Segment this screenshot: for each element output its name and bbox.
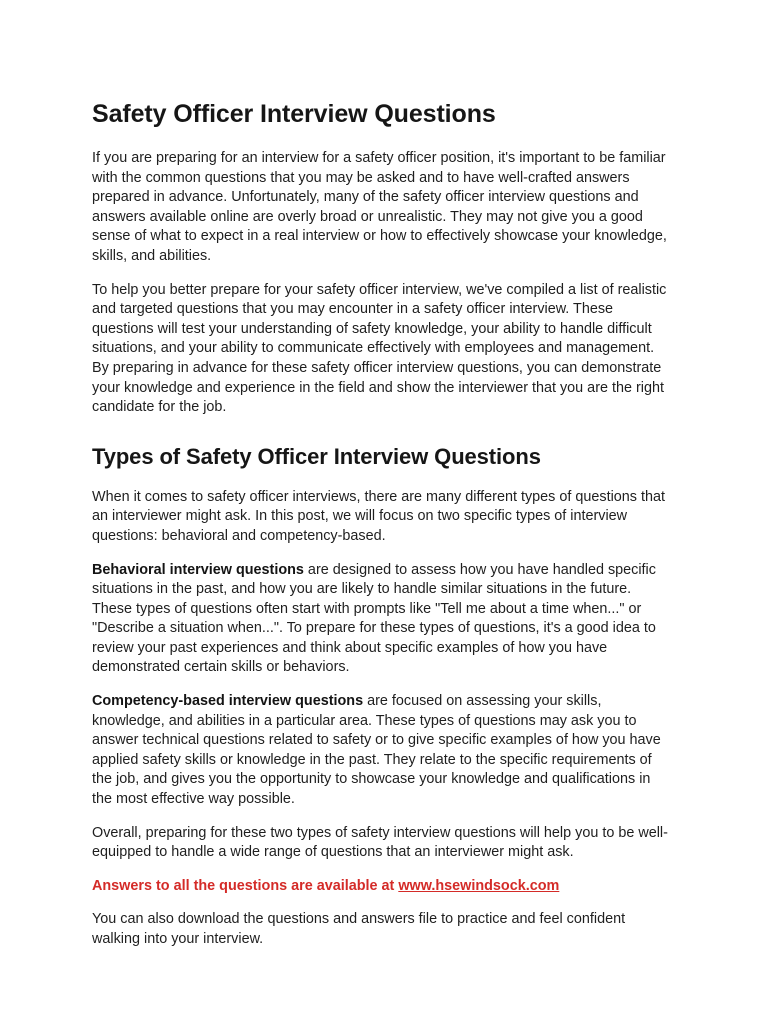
hsewindsock-link[interactable]: www.hsewindsock.com	[398, 877, 560, 894]
section-heading-types: Types of Safety Officer Interview Questions	[92, 443, 541, 469]
call-to-action-text: Answers to all the questions are available at	[92, 877, 399, 894]
call-to-action-line	[92, 877, 674, 897]
behavioral-paragraph	[92, 561, 674, 679]
page-title: Safety Officer Interview Questions	[92, 100, 496, 128]
intro-paragraph-2: To help you better prepare for your safety officer interview, we've compiled a list of realistic and targeted questions that you may encounter in a safety officer interview. These questions will test your understanding of safety knowledge, your ability to handle difficult situations, and your ability to communicate effectively with employees and management. By preparing in advance for these safety officer interview questions, you can demonstrate your knowledge and experience in the field and show the interviewer that you are the right candidate for the job.	[92, 281, 667, 416]
competency-body-text: are focused on assessing your skills, knowledge, and abilities in a particular area. These types of questions may ask you to answer technical questions related to safety or to give specific examples of how you have applied safety skills or knowledge in the past. They relate to the specific requirements of the job, and gives you the opportunity to showcase your knowledge and qualifications in the most effective way possible.	[92, 693, 661, 808]
closing-paragraph: You can also download the questions and answers file to practice and feel confident walking into your interview.	[92, 911, 626, 947]
behavioral-lead-in: Behavioral interview questions	[92, 561, 304, 578]
behavioral-body-text: are designed to assess how you have handled specific situations in the past, and how you are likely to handle similar situations in the future. These types of questions often start with prompts like "Tell me about a time when..." or "Describe a situation when...". To prepare for these types of questions, it's a good idea to review your past experiences and think about specific examples of how you have demonstrated certain skills or behaviors.	[92, 561, 656, 676]
summary-paragraph: Overall, preparing for these two types of safety interview questions will help you to be well-equipped to handle a wide range of questions that an interviewer might ask.	[92, 824, 668, 861]
types-intro-paragraph: When it comes to safety officer interviews, there are many different types of questions that an interviewer might ask. In this post, we will focus on two specific types of interview questions: behavioral and competency-based.	[92, 488, 665, 544]
competency-paragraph	[92, 692, 674, 810]
competency-lead-in: Competency-based interview questions	[92, 693, 364, 710]
intro-paragraph-1: If you are preparing for an interview for a safety officer position, it's important to be familiar with the common questions that you may be asked and to have well-crafted answers prepared in advance. Unfortunately, many of the safety officer interview questions and answers available online are overly broad or unrealistic. They may not give you a good sense of what to expect in a real interview or how to effectively showcase your knowledge, skills, and abilities.	[92, 150, 667, 264]
document-content	[92, 99, 674, 950]
